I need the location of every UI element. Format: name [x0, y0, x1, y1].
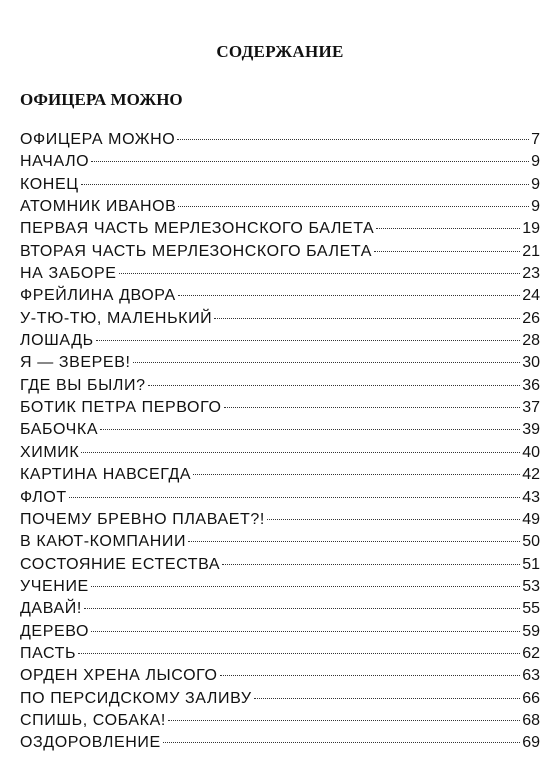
toc-entry [20, 375, 540, 397]
toc-entry-title: БАБОЧКА [20, 421, 99, 439]
dot-leader [177, 138, 529, 140]
toc-entry [20, 352, 540, 374]
toc-entry-title: ПОЧЕМУ БРЕВНО ПЛАВАЕТ?! [20, 510, 265, 528]
toc-entry-title: В КАЮТ-КОМПАНИИ [20, 533, 187, 551]
dot-leader [81, 451, 520, 453]
toc-entry-page: 63 [522, 667, 540, 685]
dot-leader [220, 674, 521, 676]
dot-leader [133, 361, 521, 363]
toc-entry [20, 285, 540, 307]
toc-entry-page: 28 [522, 332, 540, 350]
toc-entry [20, 308, 540, 330]
toc-entry [20, 598, 540, 620]
toc-entry [20, 621, 540, 643]
toc-entry-title: ПО ПЕРСИДСКОМУ ЗАЛИВУ [20, 689, 252, 707]
toc-entry [20, 665, 540, 687]
dot-leader [148, 384, 521, 386]
toc-entry [20, 531, 540, 553]
toc-entry-page: 62 [522, 644, 540, 662]
toc-entry [20, 576, 540, 598]
section-title: ОФИЦЕРА МОЖНО [20, 90, 183, 109]
toc-entry [20, 509, 540, 531]
dot-leader [178, 205, 529, 207]
toc-entry-page: 24 [522, 287, 540, 305]
toc-entry-page: 19 [522, 220, 540, 238]
toc-entry [20, 196, 540, 218]
toc-entry-page: 26 [522, 309, 540, 327]
toc-entry [20, 151, 540, 173]
toc-entry [20, 129, 540, 151]
toc-entry [20, 732, 540, 754]
toc-entry [20, 554, 540, 576]
toc-entry-page: 68 [522, 711, 540, 729]
toc-entry-title: Я — ЗВЕРЕВ! [20, 354, 131, 372]
toc-entry-page: 55 [522, 600, 540, 618]
toc-entry [20, 643, 540, 665]
dot-leader [119, 272, 521, 274]
toc-entry-page: 39 [522, 421, 540, 439]
toc-entry-page: 69 [522, 734, 540, 752]
toc-entry-title: ФРЕЙЛИНА ДВОРА [20, 287, 176, 305]
toc-entry [20, 218, 540, 240]
toc-entry-title: ГДЕ ВЫ БЫЛИ? [20, 376, 146, 394]
toc-entry-title: КАРТИНА НАВСЕГДА [20, 466, 192, 484]
toc-entry-title: НАЧАЛО [20, 153, 90, 171]
toc-entry-title: ХИМИК [20, 443, 80, 461]
toc-entry-title: ФЛОТ [20, 488, 67, 506]
toc-entry [20, 397, 540, 419]
toc-entry-page: 9 [531, 198, 540, 216]
toc-entry-title: ЛОШАДЬ [20, 332, 94, 350]
toc-entry [20, 330, 540, 352]
dot-leader [188, 540, 520, 542]
toc-entry-page: 50 [522, 533, 540, 551]
toc-entry [20, 263, 540, 285]
toc-entry-title: КОНЕЦ [20, 175, 79, 193]
toc-entry-title: ДЕРЕВО [20, 622, 90, 640]
toc-entry-page: 66 [522, 689, 540, 707]
toc-entry-title: СПИШЬ, СОБАКА! [20, 711, 166, 729]
toc-entry-page: 40 [522, 443, 540, 461]
toc-entry-page: 9 [531, 175, 540, 193]
table-of-contents [20, 129, 540, 755]
dot-leader [96, 339, 520, 341]
toc-entry-title: ОРДЕН ХРЕНА ЛЫСОГО [20, 667, 218, 685]
toc-entry [20, 464, 540, 486]
toc-entry-page: 53 [522, 577, 540, 595]
page-heading: СОДЕРЖАНИЕ [216, 42, 344, 61]
toc-entry-title: У-ТЮ-ТЮ, МАЛЕНЬКИЙ [20, 309, 213, 327]
dot-leader [78, 652, 520, 654]
dot-leader [81, 183, 529, 185]
toc-entry-title: ПЕРВАЯ ЧАСТЬ МЕРЛЕЗОНСКОГО БАЛЕТА [20, 220, 375, 238]
toc-entry [20, 174, 540, 196]
dot-leader [224, 406, 521, 408]
dot-leader [214, 317, 520, 319]
toc-entry-page: 51 [522, 555, 540, 573]
toc-entry-page: 37 [522, 399, 540, 417]
dot-leader [84, 607, 520, 609]
toc-entry-title: АТОМНИК ИВАНОВ [20, 198, 177, 216]
toc-entry-page: 7 [531, 131, 540, 148]
toc-entry-title: ПАСТЬ [20, 644, 77, 662]
toc-entry-title: СОСТОЯНИЕ ЕСТЕСТВА [20, 555, 221, 573]
toc-entry [20, 710, 540, 732]
toc-entry [20, 487, 540, 509]
toc-entry-page: 36 [522, 376, 540, 394]
dot-leader [178, 294, 520, 296]
toc-entry-title: УЧЕНИЕ [20, 577, 89, 595]
toc-entry [20, 241, 540, 263]
dot-leader [267, 518, 520, 520]
toc-entry [20, 688, 540, 710]
toc-entry-title: ОЗДОРОВЛЕНИЕ [20, 734, 161, 752]
dot-leader [193, 473, 520, 475]
toc-entry [20, 442, 540, 464]
dot-leader [91, 160, 529, 162]
toc-entry-page: 42 [522, 466, 540, 484]
toc-entry-page: 49 [522, 510, 540, 528]
dot-leader [69, 496, 520, 498]
toc-entry [20, 419, 540, 441]
dot-leader [100, 428, 520, 430]
toc-entry-page: 21 [522, 242, 540, 260]
toc-entry-title: ДАВАЙ! [20, 600, 82, 618]
dot-leader [91, 585, 520, 587]
dot-leader [376, 227, 520, 229]
dot-leader [222, 563, 520, 565]
toc-entry-title: БОТИК ПЕТРА ПЕРВОГО [20, 399, 222, 417]
toc-entry-page: 23 [522, 265, 540, 283]
dot-leader [254, 697, 521, 699]
dot-leader [91, 630, 520, 632]
dot-leader [163, 741, 520, 743]
toc-entry-page: 43 [522, 488, 540, 506]
dot-leader [374, 250, 520, 252]
toc-entry-title: ВТОРАЯ ЧАСТЬ МЕРЛЕЗОНСКОГО БАЛЕТА [20, 242, 373, 260]
toc-entry-title: ОФИЦЕРА МОЖНО [20, 131, 176, 148]
dot-leader [168, 719, 520, 721]
toc-entry-page: 30 [522, 354, 540, 372]
toc-entry-page: 9 [531, 153, 540, 171]
toc-entry-title: НА ЗАБОРЕ [20, 265, 117, 283]
toc-entry-page: 59 [522, 622, 540, 640]
